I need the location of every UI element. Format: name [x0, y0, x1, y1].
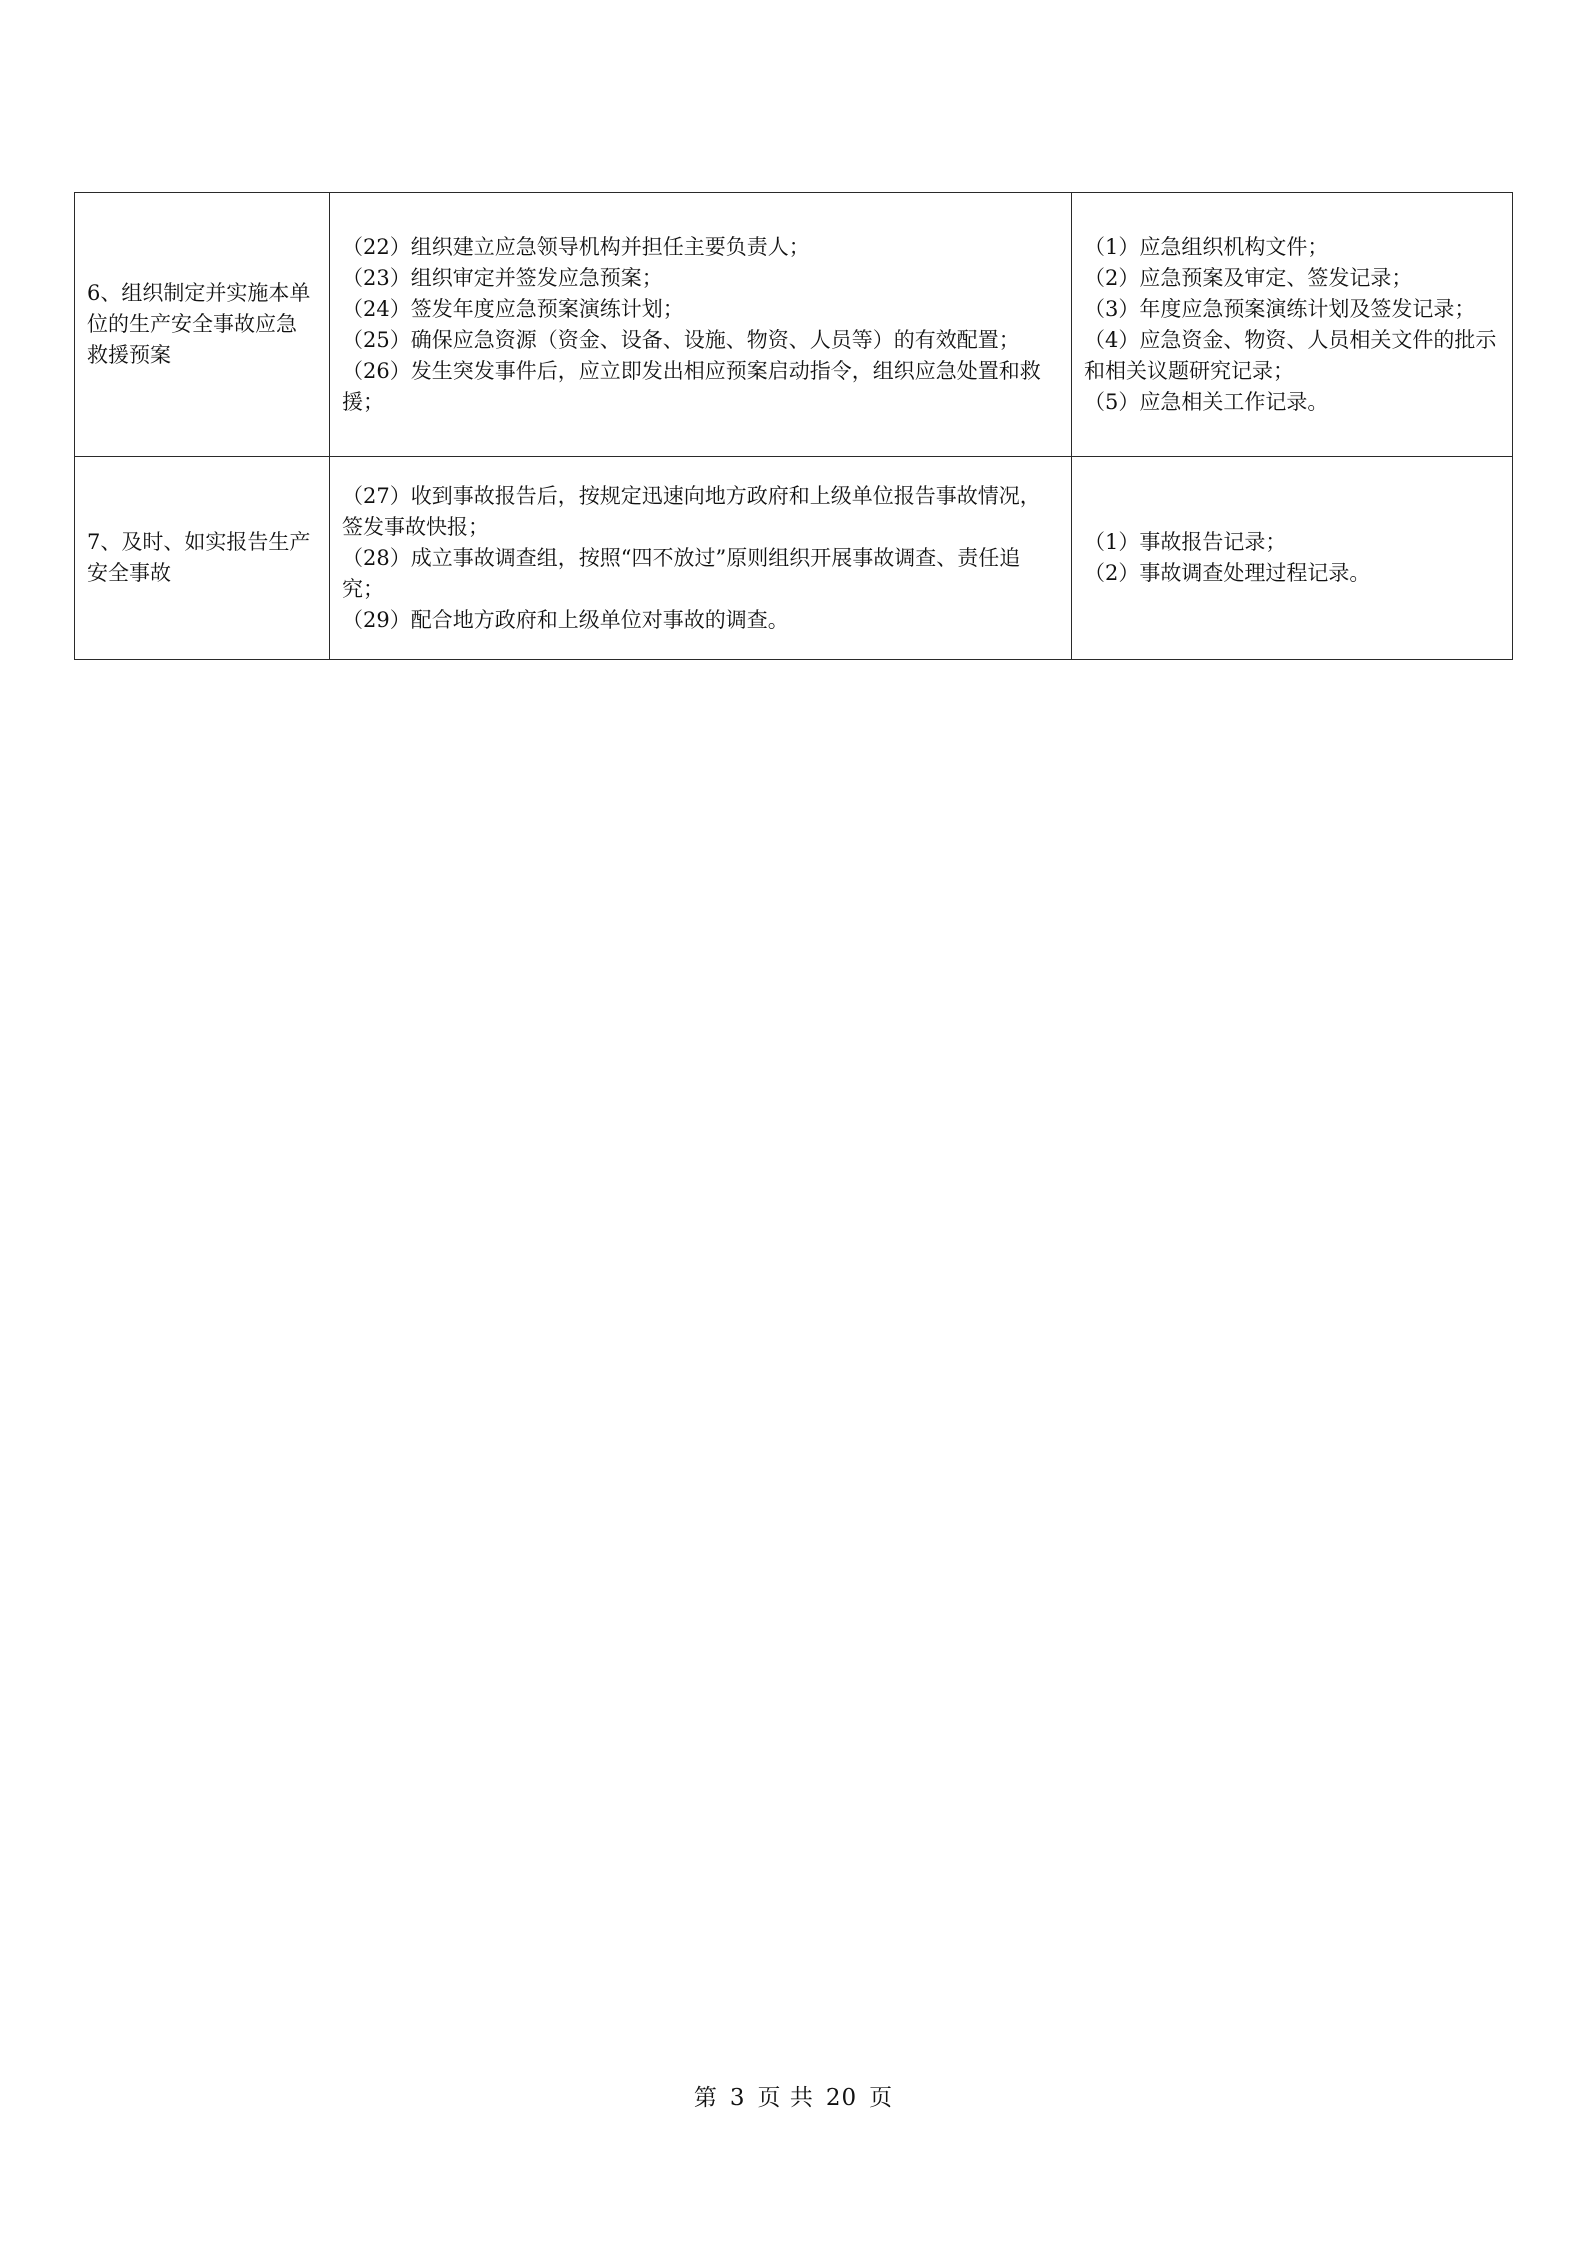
evidence-item: （2）应急预案及审定、签发记录； — [1084, 265, 1413, 290]
table-row — [75, 457, 1513, 660]
measure-item: （28）成立事故调查组，按照“四不放过”原则组织开展事故调查、责任追究； — [342, 545, 1021, 601]
measure-item: （25）确保应急资源（资金、设备、设施、物资、人员等）的有效配置； — [342, 327, 1020, 352]
measure-item: （24）签发年度应急预案演练计划； — [342, 296, 684, 321]
footer-suffix: 页 — [869, 2085, 894, 2111]
duty-text: 7、及时、如实报告生产安全事故 — [87, 530, 311, 585]
duty-text: 6、组织制定并实施本单位的生产安全事故应急救援预案 — [87, 281, 311, 367]
measure-item: （29）配合地方政府和上级单位对事故的调查。 — [342, 607, 789, 632]
footer-middle: 页 共 — [757, 2085, 814, 2111]
evidence-cell — [1072, 193, 1513, 457]
responsibility-table — [74, 192, 1513, 660]
total-pages-number: 20 — [825, 2085, 858, 2111]
page-number-footer — [0, 2083, 1587, 2113]
evidence-item: （1）应急组织机构文件； — [1084, 234, 1329, 259]
table-row — [75, 193, 1513, 457]
evidence-item: （2）事故调查处理过程记录。 — [1084, 561, 1371, 585]
measure-item: （22）组织建立应急领导机构并担任主要负责人； — [342, 234, 810, 259]
evidence-cell — [1072, 457, 1513, 660]
measures-cell — [330, 457, 1072, 660]
evidence-item: （3）年度应急预案演练计划及签发记录； — [1084, 296, 1476, 321]
current-page-number: 3 — [729, 2085, 746, 2111]
footer-prefix: 第 — [693, 2085, 718, 2111]
evidence-item: （5）应急相关工作记录。 — [1084, 389, 1329, 414]
measure-item: （23）组织审定并签发应急预案； — [342, 265, 663, 290]
measures-cell — [330, 193, 1072, 457]
evidence-item: （1）事故报告记录； — [1084, 530, 1287, 554]
duty-cell — [75, 193, 330, 457]
evidence-item: （4）应急资金、物资、人员相关文件的批示和相关议题研究记录； — [1084, 327, 1497, 383]
measure-item: （27）收到事故报告后，按规定迅速向地方政府和上级单位报告事故情况，签发事故快报； — [342, 483, 1041, 539]
measure-item: （26）发生突发事件后，应立即发出相应预案启动指令，组织应急处置和救援； — [342, 358, 1041, 414]
duty-cell — [75, 457, 330, 660]
